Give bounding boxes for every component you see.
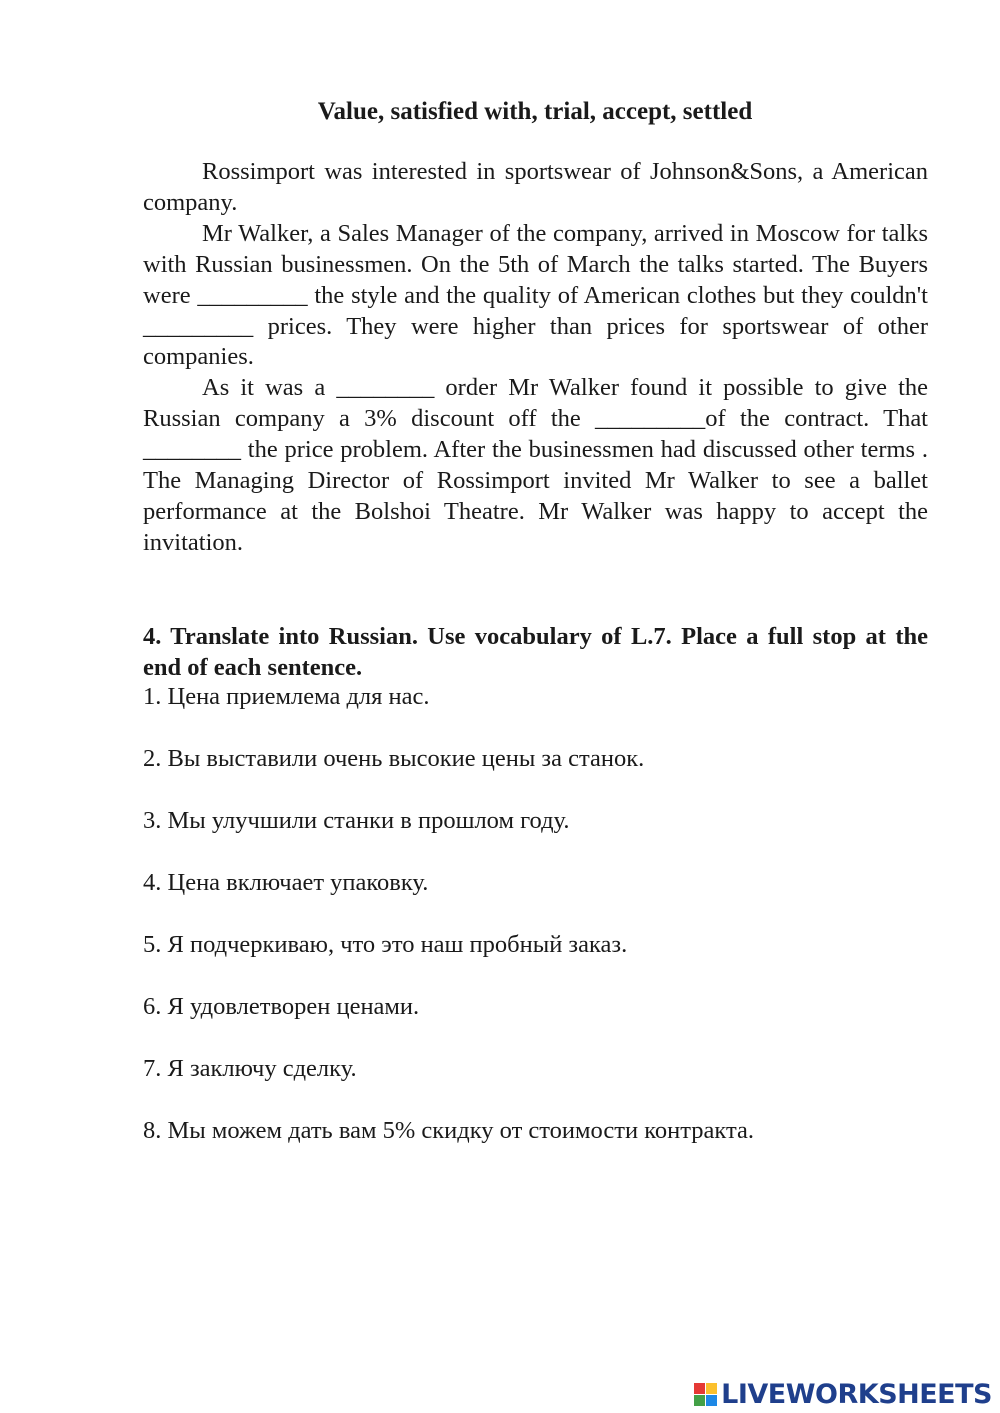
logo-text: LIVEWORKSHEETS	[721, 1378, 992, 1410]
paragraph-2: Mr Walker, a Sales Manager of the company, arrived in Moscow for talks with Russian businessmen. On the 5th of March the talks started. The Buyers were _________ the style and the quality of American clothes but they couldn't _________ prices. They were higher than prices for sportswear of other companies.	[143, 219, 928, 371]
exercise-title: Value, satisfied with, trial, accept, settled	[317, 98, 753, 125]
paragraph-1: Rossimport was interested in sportswear of Johnson&Sons, a American company.	[143, 158, 928, 216]
sentence-item: 7. Я заключу сделку.	[143, 1055, 357, 1082]
liveworksheets-logo	[694, 1376, 992, 1412]
liveworksheets-logo-icon	[694, 1383, 717, 1406]
sentence-item: 2. Вы выставили очень высокие цены за станок.	[143, 745, 645, 772]
sentence-item: 6. Я удовлетворен ценами.	[143, 993, 420, 1020]
sentence-item: 1. Цена приемлема для нас.	[143, 683, 430, 710]
logo-square-red	[694, 1383, 705, 1394]
sentence-item: 8. Мы можем дать вам 5% скидку от стоимости контракта.	[143, 1117, 754, 1144]
logo-square-yellow	[706, 1383, 717, 1394]
logo-square-blue	[706, 1395, 717, 1406]
story-text	[143, 157, 928, 559]
section-heading: 4. Translate into Russian. Use vocabulary of L.7. Place a full stop at the end of each sentence.	[143, 623, 928, 681]
sentence-item: 5. Я подчеркиваю, что это наш пробный заказ.	[143, 931, 628, 958]
logo-square-green	[694, 1395, 705, 1406]
sentence-item: 3. Мы улучшили станки в прошлом году.	[143, 807, 570, 834]
sentence-item: 4. Цена включает упаковку.	[143, 869, 429, 896]
paragraph-3: As it was a ________ order Mr Walker found it possible to give the Russian company a 3% discount off the _________of the contract. That ________ the price problem. After the businessmen had discussed other terms . The Managing Director of Rossimport invited Mr Walker to see a ballet performance at the Bolshoi Theatre. Mr Walker was happy to accept the invitation.	[143, 374, 928, 556]
